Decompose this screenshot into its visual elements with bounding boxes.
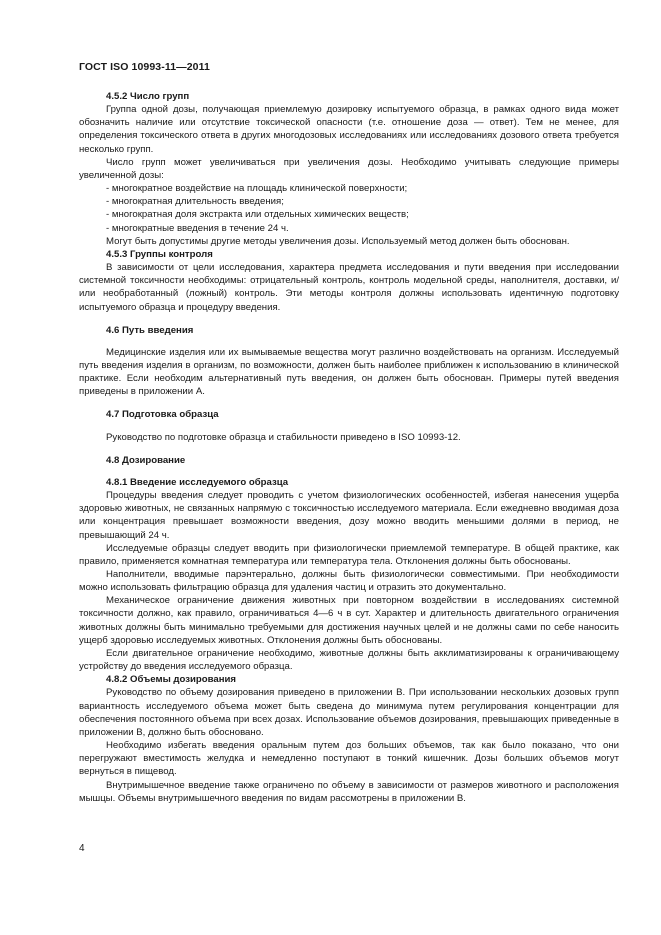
paragraph: В зависимости от цели исследования, характера предмета исследования и пути введения при исследовании системной токсичности необходимы: отрицательный контроль, контроль модельной среды, наполнителя, доставки, и/или необработанный (ложный) контроль. Эти методы контроля должны использовать идентичную подготовку испытуемого образца и процедуру введения. <box>79 262 619 313</box>
section-heading-4-5-2: 4.5.2 Число групп <box>106 91 190 102</box>
paragraph: Если двигательное ограничение необходимо, животные должны быть акклиматизированы к ограничивающему устройству до введения исследуемого образца. <box>79 647 619 673</box>
paragraph: Могут быть допустимы другие методы увеличения дозы. Используемый метод должен быть обоснован. <box>106 235 570 247</box>
document-body <box>79 90 619 805</box>
section-heading-4-8-2: 4.8.2 Объемы дозирования <box>106 674 237 686</box>
list-item: - многократная длительность введения; <box>106 196 284 208</box>
page-number: 4 <box>79 843 85 854</box>
paragraph: Необходимо избегать введения оральным путем доз больших объемов, так как было показано, что они перегружают вместимость желудка и немедленно поступают в тонкий кишечник. Дозы больших объемов могут вернуться в пищевод. <box>79 740 619 778</box>
section-heading-4-8-1: 4.8.1 Введение исследуемого образца <box>106 476 289 488</box>
section-heading-4-5-3: 4.5.3 Группы контроля <box>106 248 213 260</box>
list-item: - многократные введения в течение 24 ч. <box>106 222 289 234</box>
paragraph: Механическое ограничение движения животных при повторном воздействии в исследованиях системной токсичности должно, как правило, ограничиваться 4—6 ч в сут. Характер и длительность двигательного ограничения животных должны быть минимально требуемыми для достижения научных целей и не должны сами по себе наносить ущерб здоровью исследуемых животных. Отклонения должны быть обоснованы. <box>79 595 619 646</box>
paragraph: Процедуры введения следует проводить с учетом физиологических особенностей, избегая нанесения ущерба здоровью животных, не связанных напрямую с токсичностью исследуемого материала. Если ежедневно вводимая доза или концентрация превышает возможности введения, дозу можно вводить меньшими долями в период, не превышающий 24 ч. <box>79 490 619 541</box>
paragraph: Число групп может увеличиваться при увеличения дозы. Необходимо учитывать следующие примеры увеличенной дозы: <box>79 156 619 181</box>
section-heading-4-6: 4.6 Путь введения <box>106 324 194 336</box>
section-heading-4-8: 4.8 Дозирование <box>106 454 186 466</box>
list-item: - многократная доля экстракта или отдельных химических веществ; <box>106 209 409 221</box>
paragraph: Руководство по подготовке образца и стабильности приведено в ISO 10993-12. <box>106 431 461 443</box>
paragraph: Медицинские изделия или их вымываемые вещества могут различно воздействовать на организм. Исследуемый путь введения изделия в организм, по возможности, должен быть наиболее приближен к использованию в клинической практике. Если необходим альтернативный путь введения, он должен быть обоснован. Примеры путей введения приведены в приложении А. <box>79 346 619 398</box>
section-heading-4-7: 4.7 Подготовка образца <box>106 409 219 421</box>
paragraph: Группа одной дозы, получающая приемлемую дозировку испытуемого образца, в рамках одного вида может обозначить наличие или отсутствие токсической опасности (т.е. отношение доза — ответ). Тем не менее, для определения токсического ответа в других многодозовых исследованиях или исследованиях дозового ответа требуется несколько групп. <box>79 104 619 155</box>
document-header: ГОСТ ISO 10993-11—2011 <box>79 61 210 73</box>
paragraph: Наполнители, вводимые парэнтерально, должны быть физиологически совместимыми. При необходимости можно использовать фильтрацию образца для удаления частиц и отразить это документально. <box>79 569 619 594</box>
paragraph: Руководство по объему дозирования приведено в приложении В. При использовании нескольких дозовых групп вариантность исследуемого объема может быть сведена до минимума путем регулирования концентрации для обеспечения постоянного объема при всех дозах. Использование объемов дозирования, превышающих приведенные в приложении В, должно быть обосновано. <box>79 687 619 738</box>
paragraph: Внутримышечное введение также ограничено по объему в зависимости от размеров животного и расположения мышцы. Объемы внутримышечного введения по видам рассмотрены в приложении В. <box>79 779 619 804</box>
list-item: - многократное воздействие на площадь клинической поверхности; <box>106 183 408 195</box>
paragraph: Исследуемые образцы следует вводить при физиологически приемлемой температуре. В общей практике, как правило, применяется комнатная температура или температура тела. Отклонения должны быть обоснованы. <box>79 542 619 567</box>
